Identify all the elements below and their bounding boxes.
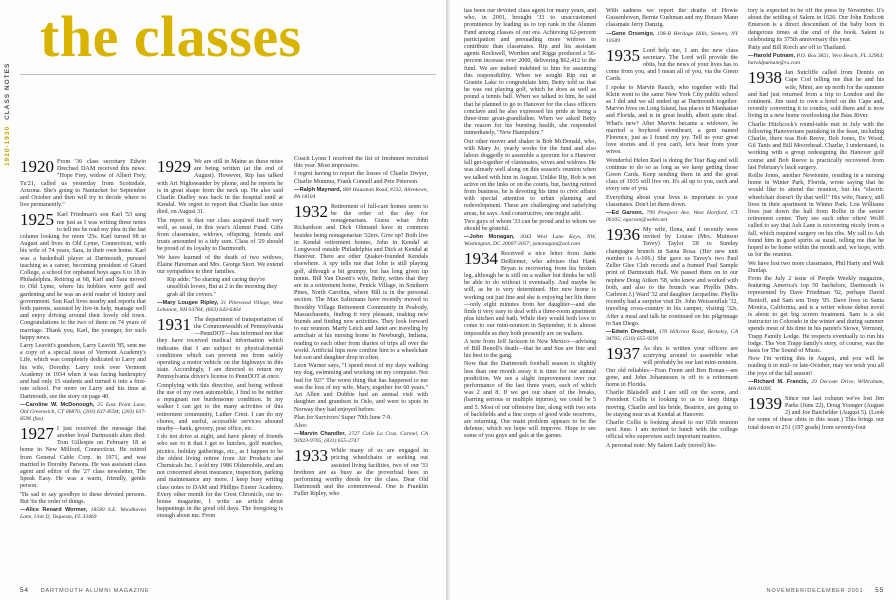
entry-1932-text: Retirement of full-care homes seem to be the order of the day for nonagenarians. Guess what: John Richardson and Dick Ohmand have in common besides being nonagenarian '32ers. Give up? Both live in Kendal retirement homes, John in Kendal at Longwood outside Philadelphia and Dick at Kendal at Hanover. There are other Quaker-founded Kendals elsewhere. A spy tells me that John is still playing golf, although a bit grumpy, but has long given up tennis. Bill Van Dusen's wife, Betty, writes that they are in a retirement home, Penick Village, in Southern Pines, North Carolina, where Bill is in the personal section. The Max Saltzmans have recently moved to Brookby Village Retirement Community in Peabody, Massachusetts, finding it very pleasant, making new friends and finding new activities. They look forward to our reunion. Marty Leich and Janet are traveling by armchair at his nursing home in Newburgh, Indiana, reading to each other from diaries of trips all over the world. Artificial hips now confine him to a wheelchair but son and daughter drop in often.	[294, 203, 428, 362]
entry-1929-text: We are still in Maine as these notes are being written (at the end of August). However, Rip has talked with Art Nighswander by phone, and he reports he is in great shape from the neck up. He also said Charlie Dudley was back in the hospital until at Kendal. We regret to report that Charlie has since died, on August 31.	[157, 159, 283, 216]
entry-1925-signature: —Caroline W. McDonough, 25 East Point Lane, Old Greenwich, CT 06870; (203) 637-8594; (203) 637-8596 (fax)	[20, 401, 146, 422]
entry-1936	[606, 227, 738, 343]
column-4	[464, 8, 596, 586]
issue-date: NOVEMBER/DECEMBER 2001	[766, 588, 864, 594]
entry-1933-text-3: Two guys of whom '33 can be proud and to whom we should be grateful.	[464, 218, 596, 233]
entry-1925-author: Caroline W. McDonough,	[25, 401, 95, 408]
year-1935: 1935	[606, 45, 640, 65]
entry-1939	[748, 393, 884, 432]
entry-1935-signature: —Ed Garson, 799 Prospect Ave, West Hartford, CT 06105; egarson@webtv.net	[606, 210, 738, 224]
entry-1938-text-5: From the July 2 issue of People Weekly magazine, featuring America's top 50 bachelors, Dartmouth is represented by Dave Friedman '92, perhaps David Benioff, and Sam son Tony '95. Dave lives in Santa Monica, California, and is a writer whose debut novel is about to get big screen treatment. Sam is a ski instructor in Colorado in the winter and during summer spends most of his time in his parent's Stowe, Vermont, Trapp Family Lodge. He respects eventually to run his lodge. The Von Trapp family's story, of course, was the basis for The Sound of Music.	[748, 275, 884, 354]
left-footer	[20, 587, 149, 594]
entry-1934-signature: —Gene Orsenigo, 198-B Heritage Hills, Somers, NY 10589	[606, 30, 738, 44]
entry-1933-text: While many of us are engaged in pricing wheelchairs or seeking out assisted living facilities, two of our '33 brethren are as busy as the proverbial bees in performing worthy deeds for the class. Dear Old Dartmouth and the commonweal. One is Franklin Fuller Ripley, who	[294, 448, 428, 498]
entry-1927-text: I just received the message that another loyal Dartmouth alum died: Tom Gillespie on February 18 at home in New Milford, Connecticut. He retired from General Cable Corp. in 1971, and was married to Dorothy Parsons. He was assistant class agent and editor of the '27 class newsletter, The Speak Easy. He was a warm, friendly, gentle person.	[20, 425, 146, 490]
page-number-left: 54	[20, 587, 29, 594]
column-2	[157, 156, 283, 586]
right-footer	[767, 587, 885, 594]
column-5	[606, 8, 738, 586]
entry-1933-author: John Monagan,	[469, 234, 515, 241]
entry-1927-address: 18580 S.E. Woodhaven Lane, Unit D, Tequesta, FL 33469	[20, 506, 146, 520]
entry-1932-text-2: Leon Warner says, "I spend most of my days walking my dog, swimming and working on my computer. Not bad for 92!" The worst thing that has happened to me was the loss of my wife, Mary, together for 60 years." Art Allen and Dobbie had an annual visit with daughter and grandson in Oslo, and were to spots in Norway they had enjoyed before.	[294, 363, 428, 413]
entry-1927-author: Alice Renard Wormer,	[25, 506, 88, 513]
entry-1933-address: 3043 West Lane Keys, NW, Washington, DC 20007-3057; jsmonagan@aol.com	[464, 234, 596, 248]
entry-1931-text-3: I do not drive at night, and have plenty of friends who see to it that I get to lunches, golf matches, picnics, holiday gatherings, etc., as I happen to be the oldest living retiree from Air Products and Chemicals Inc. I sold my 1986 Oldsmobile, and am not concerned about insurance, inspection, parking and maintenance any more. I keep busy writing class notes to DAM and Phillips Exeter Academy. Every other month for the Crest Chronicle, our in-house magazine, I write an article about happenings in the good old days. The foregoing is enough about me. From	[157, 434, 283, 520]
page-number-right: 55	[875, 587, 884, 594]
entry-1934-text-3: Now that the Dartmouth football season is slightly less than one month away it is time for our annual prediction. We see a slight improvement over our performance of the last three years, each of which was 2 and 8. If we get our share of the breaks, (barring serious or multiple injuries), we could be 5 and 5. Most of our offensive line, along with two sets of backfields and a fine corps of good wide receivers, are returning. Our main problem appears to be the defense, which we hope will improve. Hope to see some of you guys and gals at the games.	[464, 361, 596, 440]
column-3	[294, 156, 428, 586]
entry-1936-address: 170 Hillcrest Road, Berkeley, CA 94705; (510) 655-9599	[606, 328, 738, 342]
entry-1938-address: 29 Decoste Drive, Wilbraham, MA 01095	[748, 378, 884, 392]
entry-1935	[606, 45, 738, 224]
right-page	[450, 0, 896, 600]
entry-1935-text-3: Wonderful Helen Rael is doing the Tear Bag and will continue to do so as long as we keep getting those Green Cards. Keep sending them in and the great class of 1935 will live on. It's all up to you, each and every one of you.	[606, 157, 738, 193]
entry-1937-author: Harold Putnam,	[753, 53, 796, 60]
year-1938: 1938	[748, 68, 782, 88]
entry-1929-text-2: The report is that our class acquired itself very well, as usual, in this year's Alumni Fund. Gifts from classmates, widows, offspring, friends and trusts amounted to a tidy sum. Class of '29 should be proud of its loyalty to Dartmouth.	[157, 217, 283, 253]
entry-1935-author: Ed Garson,	[611, 210, 644, 217]
entry-1937-text-5: Patty and Bill Rorch are off to Thailand.	[748, 45, 847, 52]
entry-1935-address: 799 Prospect Ave, West Hartford, CT 06105; egarson@webtv.net	[606, 210, 738, 224]
entry-1931-continued-2: I regret having to report the losses of Charlie Dwyer, Charlie Mumma, Frank Connell and Pete Peterson.	[294, 171, 428, 185]
entry-1937-text-4: A personal note: My Salem Lady (novel) his-	[606, 442, 717, 449]
side-section-label	[4, 10, 16, 170]
entry-1934-text-2: A note from Jeff Jackson in New Mexico—advising of Bill Renoll's death—that he and Sue are fine and his best to the gang.	[464, 338, 596, 360]
entry-1925	[20, 212, 146, 422]
entry-1925-text: Karl Friedman's son Karl '53 sang me just as I was writing these notes to tell me he read my plea in the last column looking for more '25s. Karl turned 98 in August and lives in Old Lyme, Connecticut, with his wife of 74 years, Sara, in their own home. Karl was a basketball player at Dartmouth, pursued teaching as a career, becoming president of Girard College, a school for orphaned boys ages 6 to 18 in Philadelphia. Retiring at 68, Karl and Sara moved to Old Lyme, where his hobbies were golf and gardening and he was an avid reader of history and government. Son Karl lives nearby and reports that both parents, assisted by live-in help, manage well and enjoy driving around their lovely old town. Congratulations to the two of them on 74 years of marriage. Thank you, Karl, the younger, for such happy news.	[20, 212, 146, 341]
entry-1931-continued: Coach Lyons I received the list of freshmen recruited this year. Most impressive.	[294, 156, 428, 170]
year-1934: 1934	[464, 249, 498, 269]
entry-1929-text-3: We have learned of the death of two widows, Elaine Haveman and Mrs. George Stort. We extend our sympathies to their families.	[157, 254, 283, 276]
entry-1932-text-4: Also:	[294, 422, 308, 429]
left-page	[0, 0, 446, 600]
column-6	[748, 8, 884, 586]
entry-1931-address: 800 Hausman Road, #232, Allentown, PA 18104	[294, 186, 428, 200]
entry-1929-signature: —Mary Lougee Ripley, 31 Pinewood Village, West Lebanon, NH 03784; (603) 643-6464	[157, 299, 283, 313]
year-1925: 1925	[20, 210, 54, 230]
entry-1935-text-2: I spoke to Marvin Rauch, who together with Hal Klein went to the same New York City public school as I did and we all ended up at Dartmouth together. Marvin lives on Long Island, has places in Manhattan and Florida, and is in great health, albeit quite deaf. What's new? After Marvin became a widower, he married a boyhood sweetheart, a gem named Florence, just as I found my joy. Tell us your great love stories and if you can't, let's hear from your wives.	[606, 84, 738, 156]
entry-1937	[606, 343, 738, 450]
entry-1933-signature: —John Monagan, 3043 West Lane Keys, NW, Washington, DC 20007-3057; jsmonagan@aol.com	[464, 234, 596, 248]
year-1933: 1933	[294, 446, 328, 466]
entry-1934	[464, 251, 596, 440]
side-label-section: CLASS NOTES	[4, 62, 11, 120]
entry-1939-text: Since our last column we've lost Jim Parks (June 22), Doug Younger (August 2) and Joe Batchelder (August 5). (Look for some of these obits in this issue.) This brings our total down to 251 (197 grads) from seventy-four	[748, 395, 884, 431]
entry-1936-text: My wife, Ilona, and I recently were invited by Louise (Mrs. Muinson Tavey) Taylor '28 to Sunday champagne brunch in Santa Rosa. (Her new unit number is A-106.) She gave us Tavey's two Paul Zeller Glee Club records and a framed Paul Sample print of Dartmouth Hall. We passed them on to our nephew Doug Aitken '58, who knew and worked with both, and also to the brunch was Phyllis (Mrs. Carleton J.) Ward '32 and daughter Jacqueline. Phyllis recently had a surprise visit Dr. John Weissenfluh '32, traveling cross-country in his camper, visiting '32s. After a meal and talk he continued on his pilgrimage to San Diego.	[606, 227, 738, 327]
entry-1927-signature: —Alice Renard Wormer, 18580 S.E. Woodhaven Lane, Unit D, Tequesta, FL 33469	[20, 506, 146, 520]
entry-1936-signature: —Edwin Drechsel, 170 Hillcrest Road, Berkeley, CA 94705; (510) 655-9599	[606, 328, 738, 342]
entry-1937-text-3: Charlie Collis is looking ahead to our 65th reunion next June. I am invited to lunch with the college official who supervises such important matters.	[606, 419, 738, 441]
entry-1929-address: 31 Pinewood Village, West Lebanon, NH 03784; (603) 643-6464	[157, 299, 283, 313]
year-1936: 1936	[606, 225, 640, 245]
year-1931: 1931	[157, 314, 191, 334]
entry-1938-text: Jan Sutcliffe called from Dennis on Cape Cod telling me that he and his wife, Mimi, are up north for the summer and had just returned from a trip to London and the continent. Jim used to own a hotel on the Cape and, recently converting it to condos, sold them and is now living in a new home overlooking the Bass River.	[748, 70, 884, 120]
magazine-name: DARTMOUTH ALUMNI MAGAZINE	[40, 588, 150, 594]
page-title: the classes	[40, 4, 302, 69]
entry-1938-text-3: Rollie Jones, another Newtonite, residing in a nursing home in Winter Park, Florida, wrote saying that he would like to attend the reunion, but his "electric wheelchair doesn't fly that well!" His wife, Nancy, still lives in their apartment in Winter Park. Lou Williams lives just down the hall from Rollie in the senior retirement center. They see each other often! Wolff called to say that Ash Lane is recovering nicely from a fall, which required surgery on his ribs. My call to Ash found him in good spirits as usual, telling me that he hoped to be home within the month and, we hope, with us for the reunion.	[748, 173, 884, 259]
entry-1938-author: Richard M. Francis,	[753, 378, 809, 385]
entry-1920-text: From '36 class secretary Edwin Drechsel DAM received this news: "Hope Frey, widow of Albert Frey, Tu'21, called us yesterday from Scottsdale, Arizona. She's going to Nantucket for September and October and then will try to decide where to live permanently."	[20, 159, 146, 209]
entry-1931-author: Ralph Maynard,	[299, 186, 342, 193]
entry-1932	[294, 201, 428, 445]
entry-1932-author: Marvin Chandler,	[299, 431, 346, 438]
entry-1934-continued: With sadness we report the deaths of Howie Gussenhoven, Bernie Cushman and my Horace Mann classmate Jerry Danzig.	[606, 8, 738, 29]
year-1937: 1937	[606, 343, 640, 363]
entry-1938	[748, 70, 884, 393]
entry-1927-text-2: 'Tis sad to say goodbye to these devoted persons. But 'tis the order of things.	[20, 491, 146, 505]
entry-1931-text: The department of transportation of the Commonwealth of Pennsylvania—PennDOT—has informed me that they have received medical information which indicates that I am subject to physical/mental conditions which can prevent me from safely operating a motor vehicle on the highways in this state. Accordingly, I am directed to return my Pennsylvania driver's license to PennDOT at once.	[157, 316, 283, 381]
entry-1925-text-2: Larry Leavitt's grandson, Larry Leavitt '85, sent me a copy of a special issue of Vermont Academy's Life, which was completely dedicated to Larry and his wife, Dorothy. Larry took over Vermont Academy in 1934 when it was facing bankruptcy and had only 15 students and turned it into a first-rate school. For more on Larry and his time at Dartmouth, see the story on page 40.	[20, 343, 146, 400]
year-1929: 1929	[157, 157, 191, 176]
entry-1929	[157, 159, 283, 314]
entry-1938-text-4: We have lost two more classmates, Phil Harty and Walt Dunlap.	[748, 260, 884, 274]
entry-1933-continued: has been our devoted class agent for many years, and who, in 2001, brought '33 to unaccustomed prominence by leading us to top rank in the Alumni Fund among classes of our era. Achieving 62-percent participation and persuading more widows to contribute than classmates. Rip and his assistant agents Rockwell, Worthen and Riggs produced a 56-percent increase over 2000, delivering $62,412 to the fund. We are indeed indebted to him for assuming this responsibility. When we sought Rip out at Granite Lake to congratulate him, Betty told us that he was out playing golf, which he does as well as pound a tennis ball. When we talked to him, he said that he planned to go to Hanover for the class officers conclave and he also expressed his pride at being a three-time great-grandfather. When we asked Betty the reason for his bursting health, she responded immediately, "New Hampshire."	[464, 8, 596, 137]
entry-1920	[20, 159, 146, 209]
side-label-years: 1920-1930	[4, 125, 11, 166]
entry-1931	[157, 314, 283, 521]
title-divider	[20, 74, 436, 75]
year-1927: 1927	[20, 423, 54, 443]
entry-1935-text: Lord help me, I am the new class secretary. The Lord will provide the obits, but the news of your lives has to come from you, and I mean all of you, via the Green Cards.	[606, 47, 738, 83]
entry-1933-text-2: Our other mover and shaker is Bob McDonald, who, with Mary Jo, yearly works for the fund and also labors doggedly to assemble a quorum for a Hanover fall get-together of classmates, wives and widows. He was already well along on this season's reunion when we talked with him in August. Unlike Rip, Bob is not active on the links or on the courts, but, having retired from business, he is devoting his time to civic affairs with special attention to urban planning and redevelopment. These are challenging and satisfying areas, he says. And constructive, one might add.	[464, 138, 596, 217]
entry-1934-address: 198-B Heritage Hills, Somers, NY 10589	[606, 30, 738, 44]
entry-1932-text-3: Plan for Survivors' Super 70th June 7-9.	[294, 414, 392, 421]
entry-1938-signature: —Richard M. Francis, 29 Decoste Drive, Wilbraham, MA 01095	[748, 378, 884, 392]
year-1939: 1939	[748, 393, 782, 413]
entry-1937-text: As this is written your officers are scurrying around to assemble what will probably be our last mini-reunion. Our old reliables—Fran Frenn and Ben Bonan—are gone, and John Johannesen is off to a retirement home in Florida.	[606, 345, 738, 388]
entry-1937-address: P.O. Box 3821, Vero Beach, FL 32964; haroldputnam@cs.com	[748, 53, 884, 67]
entry-1935-text-4: Everything about your lives is important to your classmates. Don't let them down.	[606, 194, 738, 208]
entry-1938-text-6: Now I'm writing this in August, and you will be reading it in mid- or late-October, may we wish you all the joys of the fall season!	[748, 356, 884, 377]
entry-1934-text: Received a nice letter from Janie DeRiemer, who advises that Hank Bryan is recovering from his broken leg, although he is still on a walker but thinks he will be able to do without it eventually. And maybe he will, as he is very determined. Her new home is working out just fine and she is enjoying her life there—only eight minutes from her daughter—and she finds it very easy to deal with a three-room apartment plus kitchen and bath. While they would both love to come to our mini-reunion in September, it is almost impossible as they both presently are on walkers.	[464, 251, 596, 337]
entry-1929-verse: Rip adds: "So sharing and caring they're unselfish lovers, But at 2 in the morning they grab all the covers."	[167, 277, 278, 298]
entry-1932-signature: —Marvin Chandler, 2727 Calle La Cruz, Carmel, CA 93923-9705; (831) 655-2747	[294, 431, 428, 445]
entry-1927	[20, 423, 146, 521]
entry-1938-text-2: Charlie Hitchcock's round-table met in July with the following Hanoverians partaking in the feast, including Charlie, there was Bob Reeve, Bob Jones, Ev Wood, Gil Tanis and Bill Moorehead. Charlie, I understand, is working with a group redesigning the Hanover golf course and Bob Reeve is practically recovered from last February's back surgery.	[748, 121, 884, 171]
entry-1937-text-2: Charlie Blaisdell and I are still on the scene, and President Collis is looking to us to keep things moving. Charlie and his bride, Beatrice, are going to be staying near us at Kendal at Hanover.	[606, 390, 738, 418]
entry-1925-address: 25 East Point Lane, Old Greenwich, CT 06870; (203) 637-8594; (203) 637-8596 (fax)	[20, 401, 146, 422]
entry-1933	[294, 448, 428, 498]
column-1	[20, 156, 146, 586]
year-1932: 1932	[294, 201, 328, 221]
entry-1931-text-2: Complying with this directive, and being without the use of my own automobile, I find to be neither a repugnant nor burdensome condition. In my walker I can get to the many activities of this retirement community, Luther Crest. I can do my chores, and useful, accessible services abound nearby—bank, grocery, post office, etc.	[157, 382, 283, 432]
entry-1937-continued: tory is expected to be off the press by November. It's about the settling of Salem in 1626. Our John Endicott Emerson is a direct descendant of the baby born in dangerous times at the end of the book. Salem is celebrating its 375th anniversary this year.	[748, 8, 884, 43]
entry-1931-signature: —Ralph Maynard, 800 Hausman Road, #232, Allentown, PA 18104	[294, 186, 428, 200]
entry-1934-author: Gene Orsenigo,	[611, 30, 655, 37]
entry-1932-address: 2727 Calle La Cruz, Carmel, CA 93923-9705; (831) 655-2747	[294, 431, 428, 445]
entry-1929-author: Mary Lougee Ripley,	[162, 299, 219, 306]
entry-1937-signature: —Harold Putnam, P.O. Box 3821, Vero Beach, FL 32964; haroldputnam@cs.com	[748, 53, 884, 67]
entry-1936-author: Edwin Drechsel,	[611, 328, 657, 335]
year-1920: 1920	[20, 157, 54, 176]
